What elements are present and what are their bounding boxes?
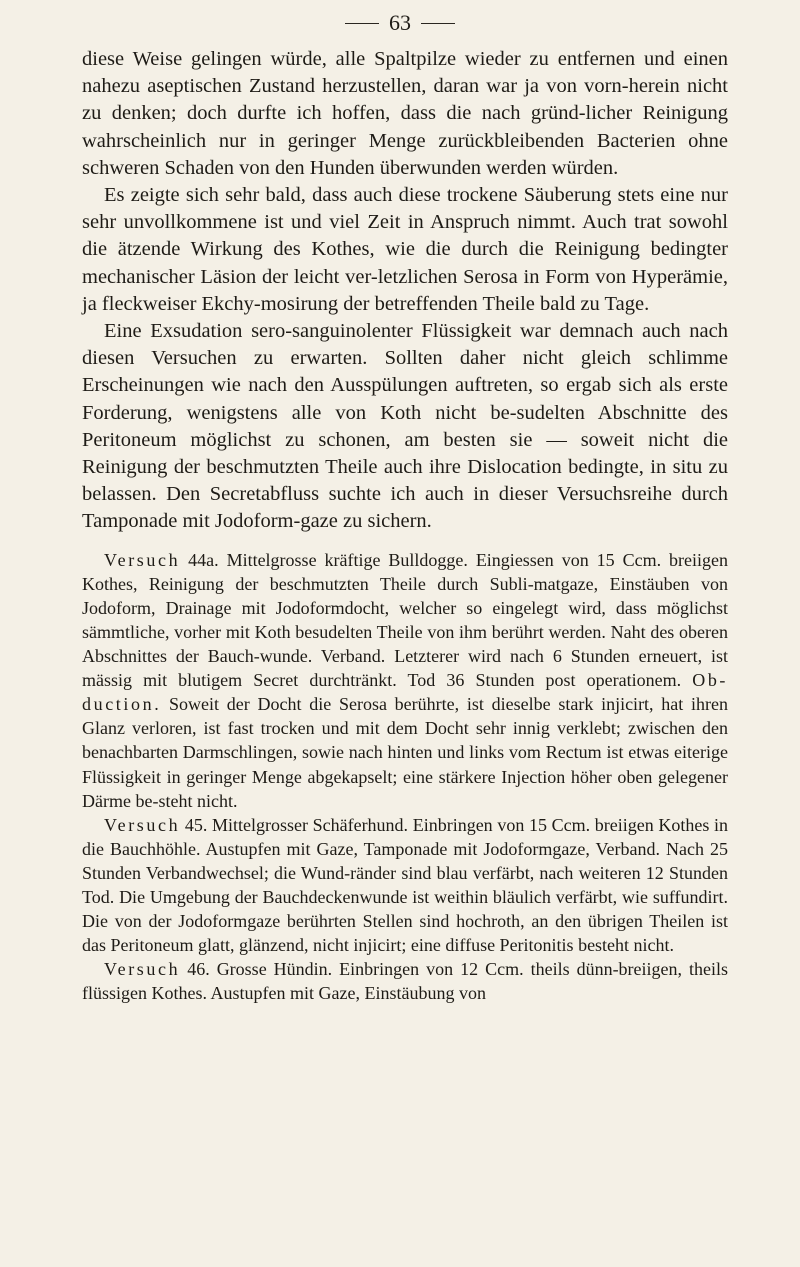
experiment-45-text: Mittelgrosser Schäferhund. Einbringen von 15 Ccm. breiigen Kothes in die Bauchhöhle. Austupfen mit Gaze, Tamponade mit Jodoformgaze, Verband. Nach 25 Stunden Verbandwechsel; die Wund-ränder sind blau verfärbt, nach weiteren 12 Stunden Tod. Die Umgebung der Bauchdeckenwunde ist weithin bläulich verfärbt, wie suffundirt. Die von der Jodoformgaze berührten Stellen sind hochroth, an den übrigen Theilen ist das Peritoneum glatt, glänzend, nicht injicirt; eine diffuse Peritonitis besteht nicht. xyxy=(82,814,728,956)
paragraph-2: Es zeigte sich sehr bald, dass auch diese trockene Säuberung stets eine nur sehr unvollkommene ist und viel Zeit in Anspruch nimmt. Auch trat sowohl die ätzende Wirkung des Kothes, wie die durch die Reinigung bedingter mechanischer Läsion der leicht ver-letzlichen Serosa in Form von Hyperämie, ja fleckweiser Ekchy-mosirung der betreffenden Theile bald zu Tage. xyxy=(82,184,728,315)
header-rule-left xyxy=(345,23,379,24)
experiment-44a-label: Versuch xyxy=(104,549,181,570)
experiment-44a-number: 44a. xyxy=(188,549,219,570)
experiment-protocols xyxy=(82,548,728,1006)
experiment-46-number: 46. xyxy=(187,959,210,980)
page-body xyxy=(82,46,728,1005)
experiment-44a-text-2: Soweit der Docht die Serosa berührte, ist dieselbe stark injicirt, hat ihren Glanz verloren, ist fast trocken und mit dem Docht sehr innig verklebt; zwischen den benachbarten Darmschlingen, sowie nach hinten und links vom Rectum ist etwas eiterige Flüssigkeit in geringer Menge abgekapselt; eine stärkere Injection höher oben gelegener Därme be-steht nicht. xyxy=(82,694,729,811)
experiment-44a xyxy=(82,548,728,813)
experiment-44a-text-1: Mittelgrosse kräftige Bulldogge. Eingiessen von 15 Ccm. breiigen Kothes, Reinigung der beschmutzten Theile durch Subli-matgaze, Einstäuben von Jodoform, Drainage mit Jodoformdocht, welcher so eingelegt wird, dass möglichst sämmtliche, vorher mit Koth besudelten Theile von ihm berührt werden. Naht des oberen Abschnittes der Bauch-wunde. Verband. Letzterer wird nach 6 Stunden erneuert, ist mässig mit blutigem Secret durchtränkt. Tod 36 Stunden post operationem. xyxy=(82,549,729,691)
experiment-46 xyxy=(82,957,728,1005)
experiment-45-number: 45. xyxy=(184,814,208,835)
paragraph-3: Eine Exsudation sero-sanguinolenter Flüssigkeit war demnach auch nach diesen Versuchen zu erwarten. Sollten daher nicht gleich schlimme Erscheinungen wie nach den Ausspülungen auftreten, so ergab sich als erste Forderung, wenigstens alle von Koth nicht be-sudelten Abschnitte des Peritoneum möglichst zu schonen, am besten sie — soweit nicht die Reinigung der beschmutzten Theile auch ihre Dislocation bedingte, in situ zu belassen. Den Secretabfluss suchte ich auch in dieser Versuchsreihe durch Tamponade mit Jodoform-gaze zu sichern. xyxy=(82,320,728,533)
page-header xyxy=(0,8,800,38)
experiment-45-label: Versuch xyxy=(104,814,181,835)
experiment-46-text: Grosse Hündin. Einbringen von 12 Ccm. theils dünn-breiigen, theils flüssigen Kothes. Austupfen mit Gaze, Einstäubung von xyxy=(82,959,729,1004)
header-rule-right xyxy=(421,23,455,24)
paragraph-1: diese Weise gelingen würde, alle Spaltpilze wieder zu entfernen und einen nahezu aseptischen Zustand herzustellen, daran war ja von vorn-herein nicht zu denken; doch durfte ich hoffen, dass die nach gründ-licher Reinigung wahrscheinlich nur in geringer Menge zurückbleibenden Bacterien ohne schweren Schaden von den Hunden überwunden werden würden. xyxy=(82,48,728,179)
page-number: 63 xyxy=(389,10,411,35)
experiment-44a-obduction: Ob-duction. xyxy=(82,670,729,715)
experiment-45 xyxy=(82,813,728,958)
experiment-46-label: Versuch xyxy=(104,959,181,980)
